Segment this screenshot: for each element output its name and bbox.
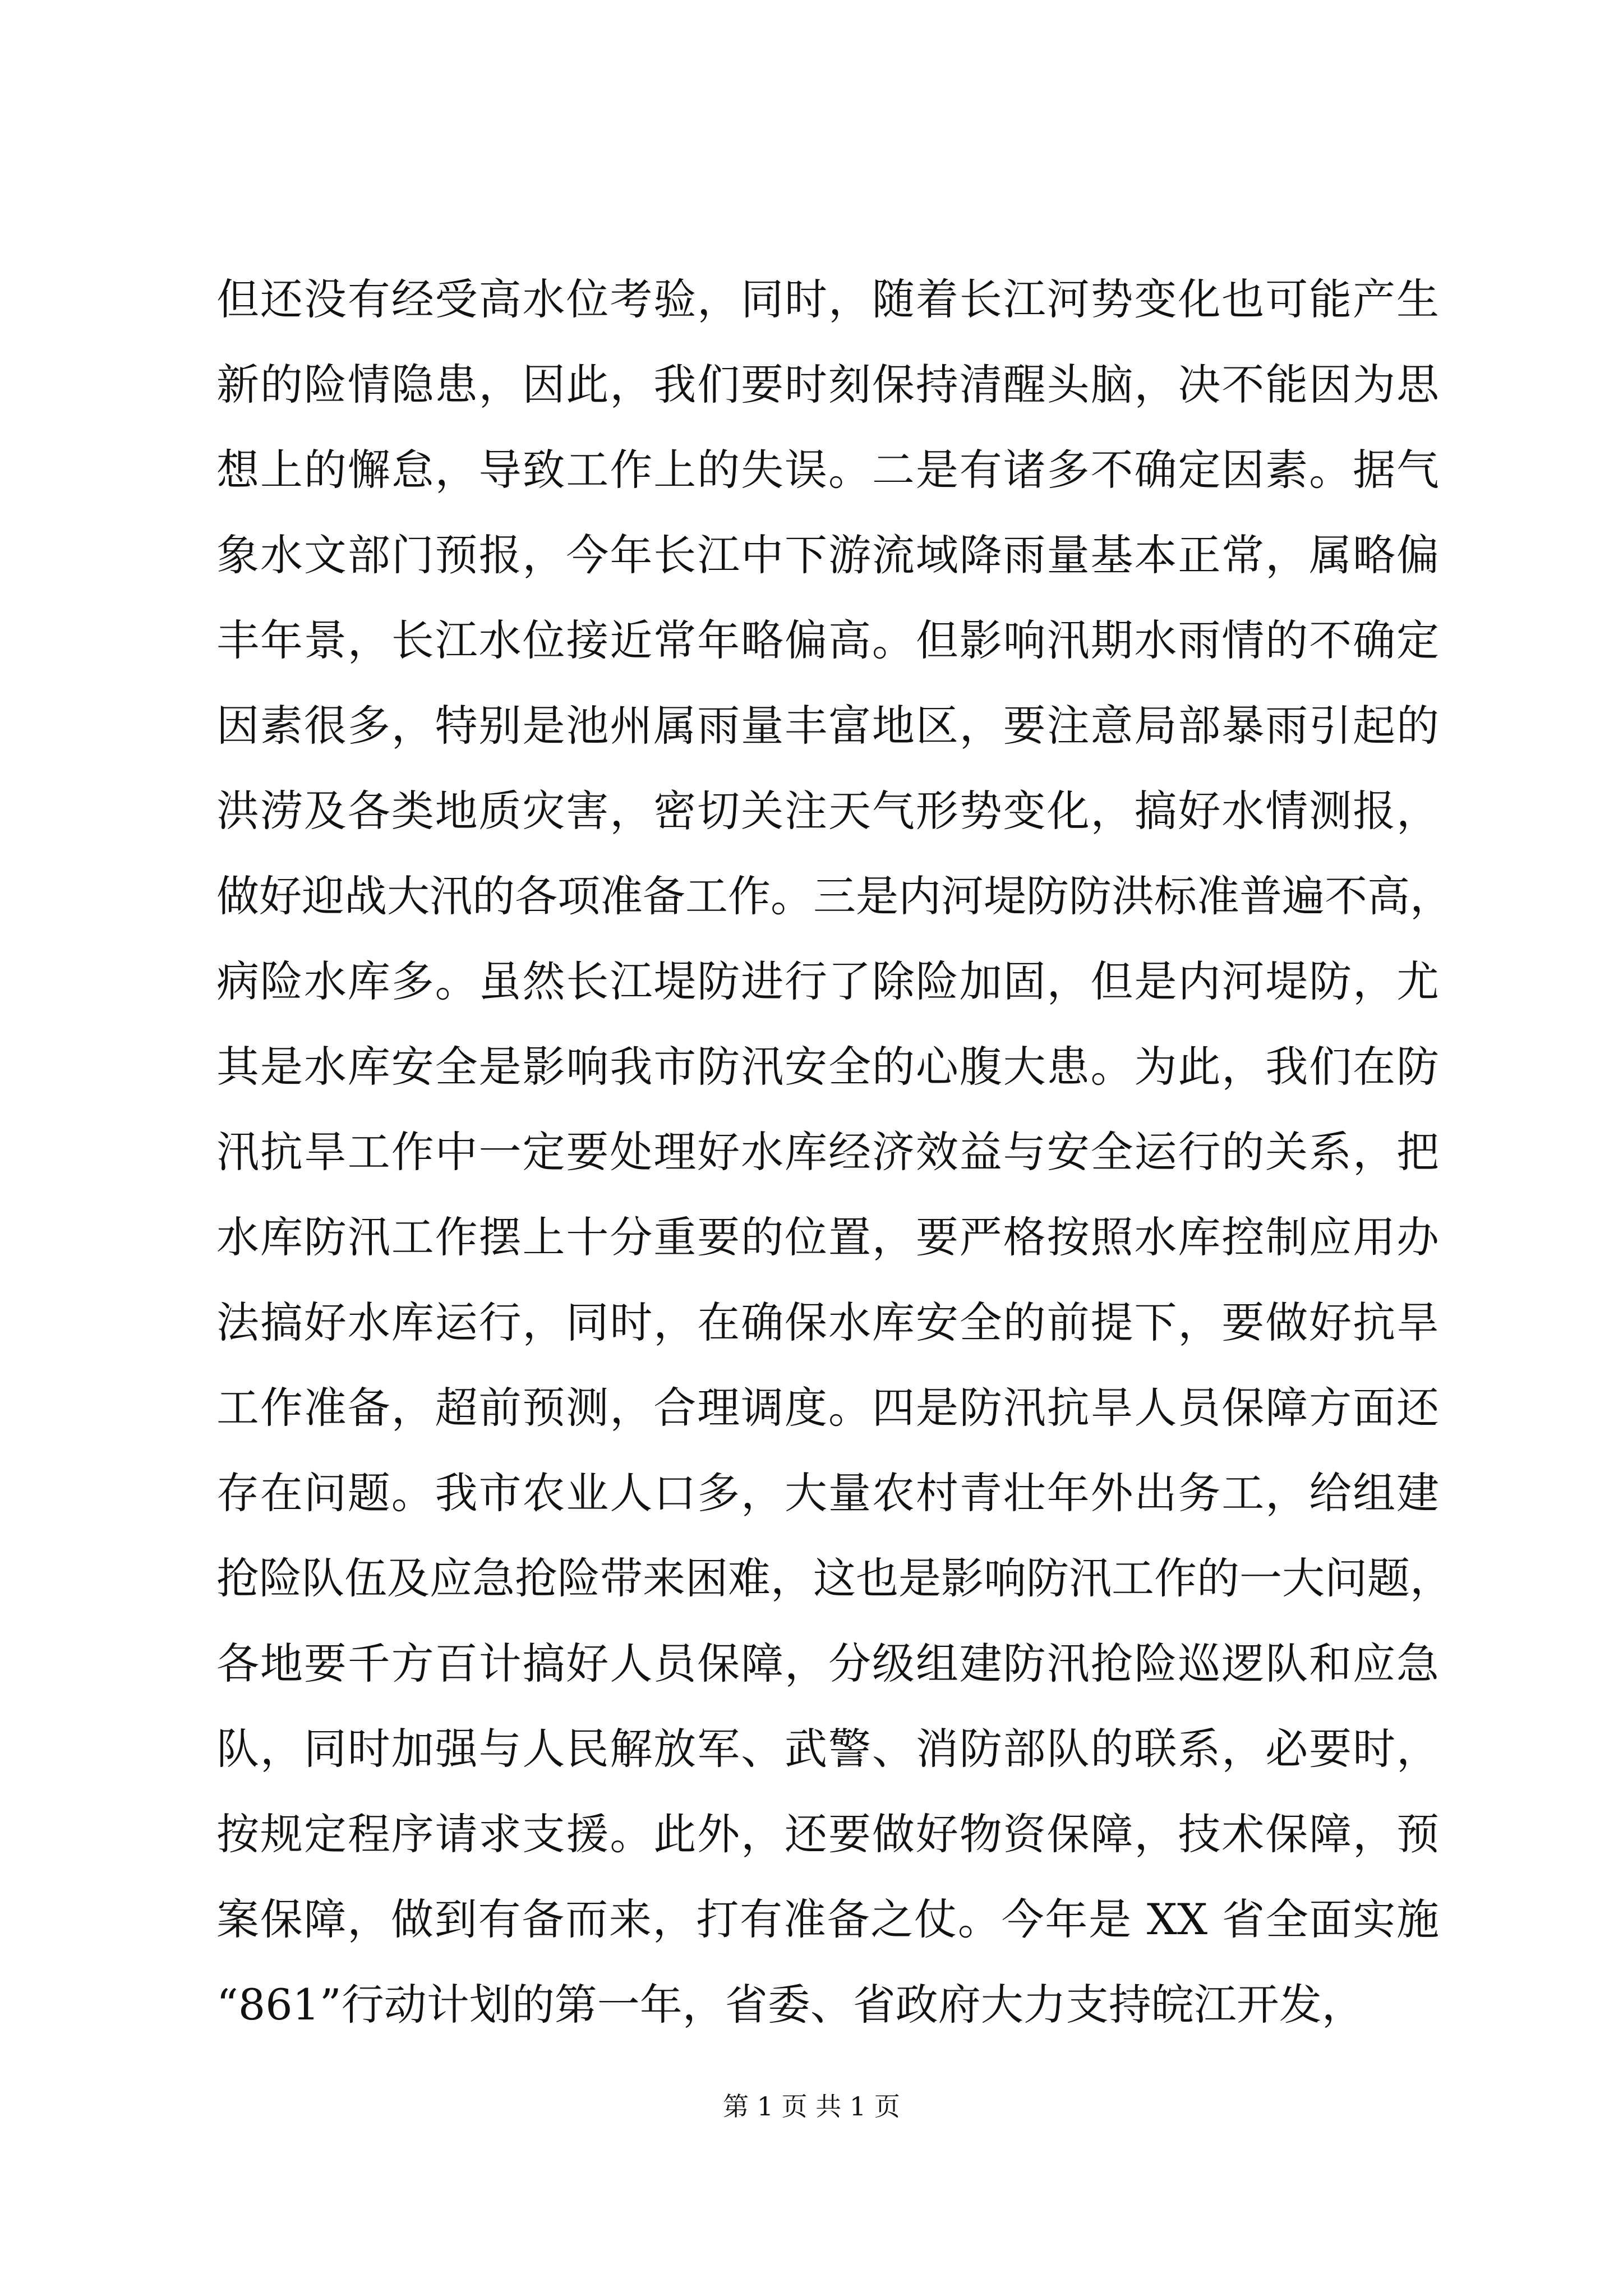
text-line: 案保障，做到有备而来，打有准备之仗。今年是 XX 省全面实施 (216, 1894, 1439, 1944)
text-line: 按规定程序请求支援。此外，还要做好物资保障，技术保障，预 (216, 1809, 1439, 1859)
text-line: 但还没有经受高水位考验，同时，随着长江河势变化也可能产生 (216, 274, 1439, 324)
text-line: 存在问题。我市农业人口多，大量农村青壮年外出务工，给组建 (216, 1468, 1439, 1518)
text-line: 抢险队伍及应急抢险带来困难，这也是影响防汛工作的一大问题， (216, 1553, 1453, 1603)
text-line: 工作准备，超前预测，合理调度。四是防汛抗旱人员保障方面还 (216, 1383, 1439, 1433)
text-line: 新的险情隐患，因此，我们要时刻保持清醒头脑，决不能因为思 (216, 360, 1439, 409)
text-line: 因素很多，特别是池州属雨量丰富地区，要注意局部暴雨引起的 (216, 701, 1439, 751)
text-line: 丰年景，长江水位接近常年略偏高。但影响汛期水雨情的不确定 (216, 615, 1439, 665)
text-line: 其是水库安全是影响我市防汛安全的心腹大患。为此，我们在防 (216, 1042, 1439, 1092)
text-line: 各地要千方百计搞好人员保障，分级组建防汛抢险巡逻队和应急 (216, 1639, 1439, 1688)
text-line: 汛抗旱工作中一定要处理好水库经济效益与安全运行的关系，把 (216, 1127, 1439, 1177)
text-line: 队，同时加强与人民解放军、武警、消防部队的联系，必要时， (216, 1724, 1439, 1774)
text-line: 洪涝及各类地质灾害，密切关注天气形势变化，搞好水情测报， (216, 786, 1439, 836)
text-line: 水库防汛工作摆上十分重要的位置，要严格按照水库控制应用办 (216, 1212, 1439, 1262)
text-line: 病险水库多。虽然长江堤防进行了除险加固，但是内河堤防，尤 (216, 956, 1439, 1006)
text-line: 想上的懈怠，导致工作上的失误。二是有诸多不确定因素。据气 (216, 445, 1439, 495)
text-line: 做好迎战大汛的各项准备工作。三是内河堤防防洪标准普遍不高， (216, 871, 1453, 921)
text-line: 象水文部门预报，今年长江中下游流域降雨量基本正常，属略偏 (216, 530, 1439, 580)
page-number-footer: 第 1 页 共 1 页 (723, 2091, 900, 2122)
text-line: 法搞好水库运行，同时，在确保水库安全的前提下，要做好抗旱 (216, 1297, 1439, 1347)
text-line: “861”行动计划的第一年，省委、省政府大力支持皖江开发， (216, 1980, 1364, 2030)
body-text (216, 257, 1453, 2047)
